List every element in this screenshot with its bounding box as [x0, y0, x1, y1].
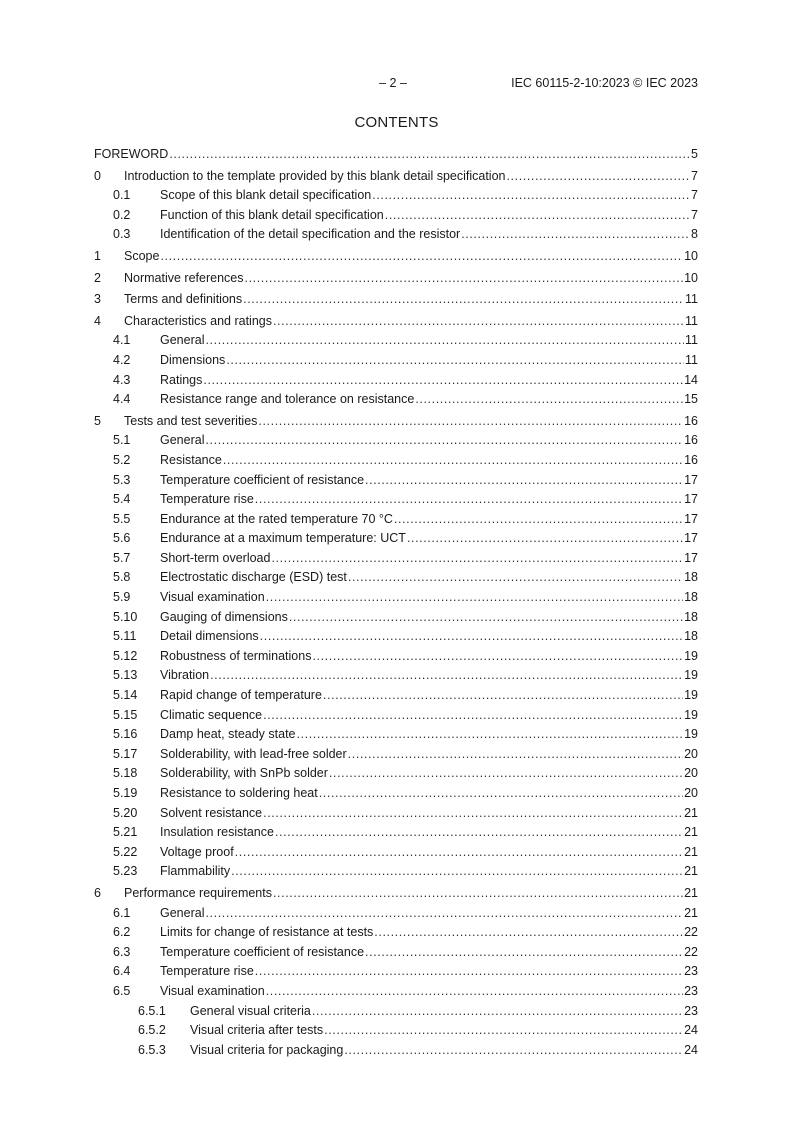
toc-entry-label: Detail dimensions: [160, 629, 259, 644]
toc-dot-leader: [275, 823, 683, 843]
toc-dot-leader: [266, 982, 683, 1002]
toc-entry-page: 19: [684, 648, 698, 663]
toc-entry-number: 5.10: [113, 609, 138, 624]
toc-entry-page: 22: [684, 944, 698, 959]
toc-entry[interactable]: [94, 962, 698, 982]
toc-entry-label: FOREWORD: [94, 147, 169, 161]
toc-entry-number: 5.3: [113, 472, 131, 487]
toc-entry-number: 2: [94, 270, 101, 285]
toc-entry[interactable]: [94, 390, 698, 410]
toc-entry[interactable]: [94, 451, 698, 471]
toc-dot-leader: [312, 1002, 683, 1022]
toc-entry[interactable]: [94, 145, 698, 165]
toc-entry-label: Tests and test severities: [124, 413, 258, 428]
toc-entry-page: 7: [691, 168, 698, 183]
toc-entry-number: 5.6: [113, 531, 131, 546]
toc-entry[interactable]: [94, 269, 698, 289]
toc-entry-page: 24: [684, 1042, 698, 1057]
toc-entry-number: 5.22: [113, 844, 138, 859]
toc-entry-page: 18: [684, 629, 698, 644]
toc-entry-label: Solvent resistance: [160, 805, 263, 820]
toc-entry-page: 20: [684, 746, 698, 761]
toc-entry-label: Normative references: [124, 270, 244, 285]
toc-entry-page: 21: [684, 864, 698, 879]
toc-entry-label: Temperature coefficient of resistance: [160, 472, 365, 487]
toc-entry-label: Solderability, with SnPb solder: [160, 766, 328, 781]
toc-entry[interactable]: [94, 608, 698, 628]
toc-entry-number: 5.19: [113, 786, 138, 800]
toc-dot-leader: [289, 608, 683, 628]
toc-entry-page: 16: [684, 413, 698, 428]
toc-entry[interactable]: [94, 351, 698, 371]
toc-entry-label: Short-term overload: [160, 550, 271, 565]
toc-entry[interactable]: [94, 862, 698, 882]
toc-entry-label: Performance requirements: [124, 885, 272, 900]
toc-entry-number: 5.16: [113, 727, 138, 742]
toc-entry[interactable]: [94, 784, 698, 804]
toc-entry[interactable]: [94, 706, 698, 726]
toc-dot-leader: [245, 269, 684, 289]
toc-dot-leader: [273, 312, 684, 332]
toc-entry[interactable]: [94, 529, 698, 549]
toc-entry-page: 8: [691, 227, 698, 242]
toc-entry[interactable]: [94, 923, 698, 943]
page-title: CONTENTS: [354, 114, 439, 131]
toc-dot-leader: [255, 490, 683, 510]
toc-entry[interactable]: [94, 490, 698, 510]
toc-entry-number: 5.18: [113, 766, 138, 781]
toc-entry-number: 6.4: [113, 964, 131, 979]
toc-entry-number: 3: [94, 292, 101, 307]
toc-entry-label: Dimensions: [160, 352, 226, 367]
toc-entry-number: 6.5: [113, 983, 131, 998]
toc-dot-leader: [312, 647, 683, 667]
toc-entry-number: 4.3: [113, 372, 131, 387]
toc-dot-leader: [266, 588, 683, 608]
toc-entry-label: Voltage proof: [160, 844, 234, 859]
toc-entry-page: 22: [684, 925, 698, 940]
toc-entry-page: 21: [684, 905, 698, 920]
toc-entry-number: 0.1: [113, 188, 131, 203]
toc-dot-leader: [297, 725, 684, 745]
toc-entry-label: Endurance at a maximum temperature: UCT: [160, 531, 406, 546]
toc-entry-number: 0: [94, 168, 101, 183]
toc-entry-page: 19: [684, 668, 698, 683]
toc-entry-label: Flammability: [160, 864, 231, 879]
toc-dot-leader: [205, 431, 683, 451]
toc-entry-page: 11: [685, 313, 698, 328]
toc-dot-leader: [255, 962, 683, 982]
toc-entry-label: Rapid change of temperature: [160, 688, 322, 703]
toc-entry-number: 5.12: [113, 648, 138, 663]
toc-entry[interactable]: [94, 764, 698, 784]
toc-dot-leader: [243, 290, 684, 310]
toc-entry-page: 11: [685, 333, 698, 348]
toc-entry-number: 5.13: [113, 668, 138, 683]
toc-entry[interactable]: [94, 331, 698, 351]
toc-entry-page: 19: [684, 727, 698, 742]
toc-entry-page: 5: [691, 147, 698, 161]
toc-entry-label: Resistance to soldering heat: [160, 786, 318, 800]
toc-entry[interactable]: [94, 510, 698, 530]
toc-entry-page: 17: [684, 511, 698, 526]
toc-entry-label: Introduction to the template provided by this blank detail specification: [124, 168, 506, 183]
toc-entry-label: Endurance at the rated temperature 70 °C: [160, 511, 393, 526]
toc-dot-leader: [329, 764, 683, 784]
toc-entry-page: 23: [684, 1003, 698, 1018]
toc-entry[interactable]: [94, 745, 698, 765]
toc-entry-page: 24: [684, 1023, 698, 1038]
toc-entry[interactable]: [94, 1041, 698, 1061]
toc-dot-leader: [372, 186, 690, 206]
toc-entry[interactable]: [94, 884, 698, 904]
toc-entry-label: General: [160, 433, 205, 448]
toc-entry-number: 5.14: [113, 688, 138, 703]
toc-entry[interactable]: [94, 186, 698, 206]
toc-dot-leader: [461, 225, 690, 245]
toc-entry-label: Visual examination: [160, 983, 265, 998]
toc-dot-leader: [263, 706, 683, 726]
toc-entry-label: Terms and definitions: [124, 292, 243, 307]
toc-dot-leader: [348, 745, 683, 765]
toc-entry-number: 4.1: [113, 333, 131, 348]
toc-entry[interactable]: [94, 247, 698, 267]
toc-entry[interactable]: [94, 904, 698, 924]
toc-dot-leader: [394, 510, 683, 530]
toc-entry-number: 5.2: [113, 452, 131, 467]
toc-entry[interactable]: [94, 412, 698, 432]
toc-entry-page: 23: [684, 964, 698, 979]
toc-entry-page: 20: [684, 766, 698, 781]
toc-entry-label: Robustness of terminations: [160, 648, 312, 663]
toc-entry-number: 4.2: [113, 352, 131, 367]
toc-entry-number: 5.4: [113, 492, 131, 507]
toc-entry-label: Insulation resistance: [160, 825, 274, 840]
toc-entry-label: Climatic sequence: [160, 707, 263, 722]
toc-entry-page: 17: [684, 531, 698, 546]
toc-entry-page: 21: [684, 844, 698, 859]
toc-dot-leader: [205, 331, 684, 351]
toc-entry-number: 5.1: [113, 433, 131, 448]
toc-entry[interactable]: [94, 686, 698, 706]
toc-dot-leader: [323, 686, 683, 706]
toc-entry-label: Temperature rise: [160, 964, 254, 979]
toc-entry-label: General: [160, 905, 205, 920]
page-number: – 2 –: [379, 76, 407, 90]
toc-entry-page: 21: [684, 805, 698, 820]
toc-entry-page: 20: [684, 786, 698, 800]
toc-entry-label: Visual criteria after tests: [190, 1023, 324, 1038]
toc-entry[interactable]: [94, 725, 698, 745]
toc-entry-label: Ratings: [160, 372, 203, 387]
toc-dot-leader: [506, 167, 690, 187]
toc-entry-page: 16: [684, 433, 698, 448]
toc-entry-label: Visual criteria for packaging: [190, 1042, 344, 1057]
toc-entry-label: Identification of the detail specification and the resistor: [160, 227, 461, 242]
toc-dot-leader: [226, 351, 684, 371]
toc-dot-leader: [271, 549, 683, 569]
toc-entry[interactable]: [94, 167, 698, 187]
toc-entry[interactable]: [94, 1021, 698, 1041]
toc-entry-number: 4.4: [113, 392, 131, 407]
toc-dot-leader: [374, 923, 683, 943]
toc-entry[interactable]: [94, 647, 698, 667]
toc-dot-leader: [365, 943, 683, 963]
toc-entry-label: General visual criteria: [190, 1003, 311, 1018]
toc-dot-leader: [258, 412, 683, 432]
toc-entry-page: 18: [684, 570, 698, 585]
toc-entry-page: 11: [685, 352, 698, 367]
toc-entry-number: 5.7: [113, 550, 131, 565]
toc-entry-page: 17: [684, 550, 698, 565]
toc-dot-leader: [344, 1041, 683, 1061]
toc-entry-page: 16: [684, 452, 698, 467]
toc-entry-number: 6.5.2: [138, 1023, 166, 1038]
toc-entry[interactable]: [94, 943, 698, 963]
toc-entry[interactable]: [94, 471, 698, 491]
toc-dot-leader: [231, 862, 683, 882]
toc-dot-leader: [415, 390, 683, 410]
toc-entry-number: 5.15: [113, 707, 138, 722]
toc-entry-page: 14: [684, 372, 698, 387]
document-id: IEC 60115-2-10:2023 © IEC 2023: [511, 76, 698, 90]
toc-entry-label: Temperature rise: [160, 492, 254, 507]
toc-entry[interactable]: [94, 843, 698, 863]
toc-entry-page: 21: [684, 825, 698, 840]
toc-entry[interactable]: [94, 206, 698, 226]
toc-entry-label: Visual examination: [160, 590, 265, 605]
toc-entry-label: Limits for change of resistance at tests: [160, 925, 374, 940]
toc-entry-page: 11: [685, 292, 698, 307]
toc-entry-label: Solderability, with lead-free solder: [160, 746, 347, 761]
toc-dot-leader: [260, 627, 683, 647]
toc-entry-page: 19: [684, 707, 698, 722]
toc-entry-number: 6: [94, 885, 101, 900]
toc-entry-number: 6.5.1: [138, 1003, 166, 1018]
toc-dot-leader: [407, 529, 683, 549]
toc-entry-page: 15: [684, 392, 698, 407]
toc-entry-page: 17: [684, 472, 698, 487]
toc-entry-number: 5.11: [113, 629, 137, 644]
toc-dot-leader: [235, 843, 683, 863]
toc-entry-number: 6.5.3: [138, 1042, 166, 1057]
toc-entry-page: 10: [684, 270, 698, 285]
toc-dot-leader: [263, 804, 683, 824]
toc-entry-number: 0.3: [113, 227, 131, 242]
toc-dot-leader: [210, 666, 683, 686]
toc-entry-number: 6.2: [113, 925, 131, 940]
toc-entry-number: 5: [94, 413, 101, 428]
toc-entry-label: Scope of this blank detail specification: [160, 188, 372, 203]
toc-entry-page: 7: [691, 188, 698, 203]
toc-entry-number: 6.1: [113, 905, 131, 920]
toc-entry[interactable]: [94, 804, 698, 824]
toc-entry-label: Damp heat, steady state: [160, 727, 296, 742]
toc-entry-page: 21: [684, 885, 698, 900]
toc-entry-number: 4: [94, 313, 101, 328]
toc-entry-number: 1: [94, 248, 101, 263]
toc-entry-number: 5.8: [113, 570, 131, 585]
toc-entry[interactable]: [94, 549, 698, 569]
toc-entry-label: Temperature coefficient of resistance: [160, 944, 365, 959]
toc-entry-label: General: [160, 333, 205, 348]
toc-entry-number: 5.20: [113, 805, 138, 820]
toc-entry[interactable]: [94, 588, 698, 608]
toc-entry-number: 5.5: [113, 511, 131, 526]
toc-entry[interactable]: [94, 823, 698, 843]
toc-entry-page: 19: [684, 688, 698, 703]
toc-dot-leader: [324, 1021, 683, 1041]
table-of-contents: [94, 145, 698, 1060]
toc-entry[interactable]: [94, 371, 698, 391]
toc-dot-leader: [385, 206, 690, 226]
toc-dot-leader: [223, 451, 683, 471]
toc-dot-leader: [365, 471, 683, 491]
toc-entry-number: 6.3: [113, 944, 131, 959]
toc-dot-leader: [319, 784, 683, 804]
toc-entry-label: Characteristics and ratings: [124, 313, 272, 328]
toc-entry-number: 0.2: [113, 207, 131, 222]
toc-entry-number: 5.17: [113, 746, 138, 761]
toc-entry-number: 5.9: [113, 590, 131, 605]
toc-dot-leader: [205, 904, 683, 924]
toc-dot-leader: [203, 371, 683, 391]
toc-entry-page: 23: [684, 983, 698, 998]
toc-entry-label: Electrostatic discharge (ESD) test: [160, 570, 347, 585]
toc-dot-leader: [273, 884, 683, 904]
toc-entry-page: 18: [684, 590, 698, 605]
toc-entry-page: 10: [684, 248, 698, 263]
toc-dot-leader: [169, 145, 690, 165]
toc-entry[interactable]: [94, 627, 698, 647]
toc-entry[interactable]: [94, 982, 698, 1002]
toc-entry[interactable]: [94, 568, 698, 588]
toc-entry-number: 5.21: [113, 825, 138, 840]
toc-entry[interactable]: [94, 225, 698, 245]
toc-entry-page: 18: [684, 609, 698, 624]
toc-entry[interactable]: [94, 1002, 698, 1022]
toc-entry-page: 17: [684, 492, 698, 507]
toc-entry-label: Function of this blank detail specification: [160, 207, 384, 222]
toc-entry-label: Scope: [124, 248, 160, 263]
toc-entry[interactable]: [94, 290, 698, 310]
toc-entry-number: 5.23: [113, 864, 138, 879]
toc-entry-label: Vibration: [160, 668, 210, 683]
toc-entry[interactable]: [94, 312, 698, 332]
toc-entry-label: Resistance range and tolerance on resistance: [160, 392, 415, 407]
toc-entry-page: 7: [691, 207, 698, 222]
toc-entry[interactable]: [94, 666, 698, 686]
toc-dot-leader: [348, 568, 683, 588]
toc-entry-label: Gauging of dimensions: [160, 609, 288, 624]
toc-entry-label: Resistance: [160, 452, 222, 467]
toc-entry[interactable]: [94, 431, 698, 451]
toc-dot-leader: [160, 247, 683, 267]
